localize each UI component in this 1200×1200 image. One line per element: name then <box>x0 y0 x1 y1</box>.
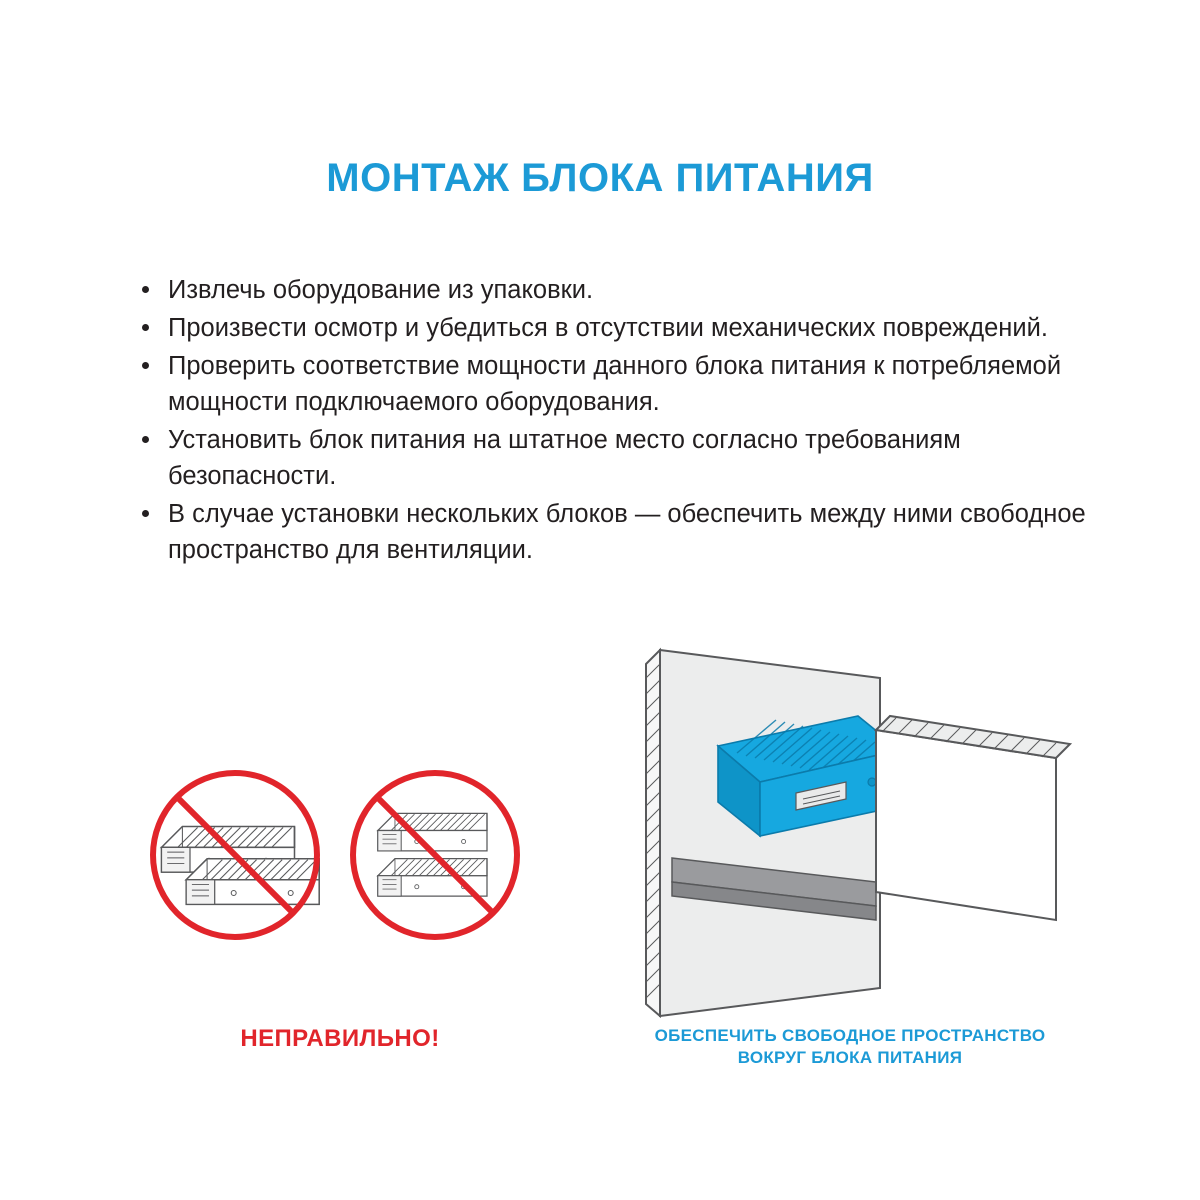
bullet-dot-icon <box>142 362 149 369</box>
prohibited-illustrations <box>130 720 550 1020</box>
bullet-dot-icon <box>142 324 149 331</box>
figures-area <box>0 620 1200 1120</box>
list-item <box>138 348 1088 420</box>
bullet-dot-icon <box>142 286 149 293</box>
correct-caption <box>580 1025 1120 1069</box>
list-item <box>138 422 1088 494</box>
list-item <box>138 272 1088 308</box>
list-item-text: Установить блок питания на штатное место согласно требованиям безопасности. <box>168 426 961 490</box>
prohibited-stacked <box>353 773 517 937</box>
front-wall <box>876 716 1070 920</box>
bullet-dot-icon <box>142 436 149 443</box>
list-item <box>138 496 1088 568</box>
correct-caption-line2: ВОКРУГ БЛОКА ПИТАНИЯ <box>737 1048 963 1067</box>
page-title: МОНТАЖ БЛОКА ПИТАНИЯ <box>326 156 874 200</box>
list-item-text: Проверить соответствие мощности данного блока питания к потребляемой мощности подключаемого оборудования. <box>168 352 1062 416</box>
wall-mount-svg <box>600 620 1120 1040</box>
instruction-list <box>138 272 1088 570</box>
correct-illustration <box>600 620 1120 1040</box>
prohibited-svg <box>130 720 550 1020</box>
correct-caption-line1: ОБЕСПЕЧИТЬ СВОБОДНОЕ ПРОСТРАНСТВО <box>654 1026 1046 1045</box>
bullet-dot-icon <box>142 510 149 517</box>
list-item-text: Произвести осмотр и убедиться в отсутствии механических повреждений. <box>168 314 1048 342</box>
prohibited-side-by-side <box>153 773 319 937</box>
list-item-text: Извлечь оборудование из упаковки. <box>168 276 594 304</box>
prohibited-caption: НЕПРАВИЛЬНО! <box>240 1025 440 1052</box>
list-item-text: В случае установки нескольких блоков — обеспечить между ними свободное пространство для вентиляции. <box>168 500 1086 564</box>
list-item <box>138 310 1088 346</box>
